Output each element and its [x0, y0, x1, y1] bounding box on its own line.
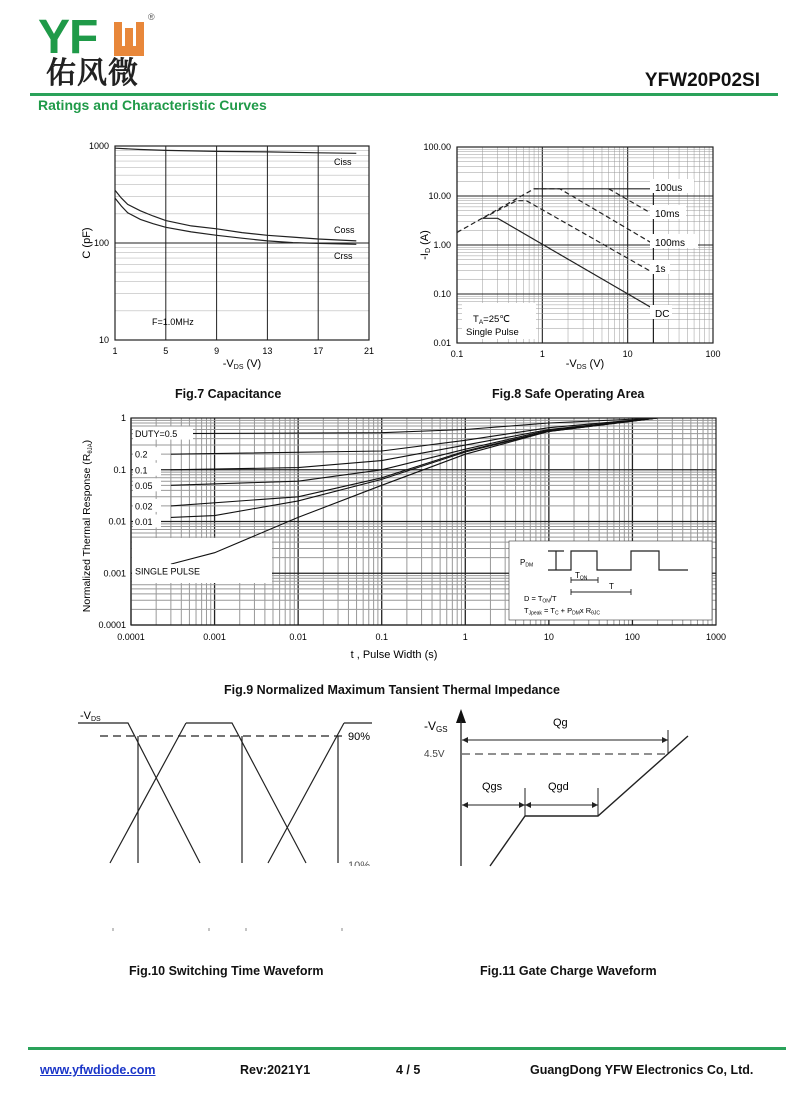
fig11-qgs-label: Qgs [482, 781, 503, 793]
fig8-label-10ms: 10ms [655, 209, 680, 220]
fig9-inset-duty-formula: $D = T_{ON}/T$ [524, 594, 557, 605]
fig8-caption: Fig.8 Safe Operating Area [492, 387, 645, 401]
series-label: 0.05 [135, 480, 153, 491]
series-line-crss [115, 198, 356, 244]
fig11-axis-arrow-icon [456, 709, 466, 723]
fig9-ylabel: Normalized Thermal Response (RθJA) [81, 439, 94, 613]
x-tick-label: 0.01 [289, 632, 307, 642]
y-tick-label: 100.00 [423, 142, 451, 152]
x-tick-label: 1 [539, 349, 545, 359]
fig7-label-coss: Coss [334, 225, 355, 235]
registered-mark: ® [148, 12, 155, 22]
part-number: YFW20P02SI [644, 70, 760, 91]
fig10-switching-waveform [72, 703, 392, 938]
series-line-coss [115, 190, 356, 241]
y-tick-label: 0.01 [433, 338, 451, 348]
fig10-vgs-waveform [110, 723, 344, 863]
fig7-caption: Fig.7 Capacitance [175, 387, 282, 401]
fig7-xlabel: -VDS (V) [222, 358, 262, 371]
fig11-qg-bracket [462, 730, 668, 754]
fig9-inset [509, 541, 712, 620]
fig10-90-label: 90% [348, 731, 371, 743]
series-line-ciss [115, 148, 356, 153]
company-name: GuangDong YFW Electronics Co, Ltd. [530, 1063, 754, 1077]
y-tick-label: 1000 [88, 141, 109, 151]
x-tick-label: 0.1 [450, 349, 464, 359]
x-tick-label: 10 [543, 632, 554, 642]
fig8-soa-chart [410, 135, 740, 375]
fig8-xlabel: -VDS (V) [565, 358, 605, 371]
header-rule [30, 93, 778, 96]
fig10-faded-region [72, 866, 392, 938]
x-tick-label: 0.1 [375, 632, 388, 642]
x-tick-label: 13 [262, 346, 273, 356]
y-tick-label: 100 [93, 238, 109, 248]
fig7-annotation: F=1.0MHz [152, 317, 194, 327]
fig8-annotation-temp: $T_A=25℃$ [473, 314, 510, 326]
x-tick-label: 0.001 [203, 632, 226, 642]
y-tick-label: 0.0001 [98, 620, 126, 630]
fig9-inset-pdm: PDM [520, 558, 534, 569]
logo-u-mark [112, 22, 146, 56]
fig9-inset-period: T [609, 582, 614, 591]
y-tick-label: 0.01 [108, 516, 126, 527]
series-label: SINGLE PULSE [135, 566, 201, 577]
fig9-xlabel: t , Pulse Width (s) [350, 649, 438, 661]
fig9-thermal-impedance-chart [76, 408, 736, 670]
x-tick-label: 17 [313, 346, 324, 356]
fig8-annotation-pulse: Single Pulse [466, 327, 519, 338]
y-tick-label: 0.1 [113, 464, 126, 475]
y-tick-label: 1.00 [433, 240, 451, 250]
fig8-ylabel: -ID (A) [419, 230, 432, 260]
fig8-label-1s: 1s [655, 264, 666, 275]
fig8-label-dc: DC [655, 309, 670, 320]
footer-rule [28, 1047, 786, 1050]
fig11-gate-voltage-curve [490, 736, 688, 866]
fig8-label-100us: 100us [655, 183, 683, 194]
logo-letters: YF [38, 11, 98, 64]
x-tick-label: 1 [462, 632, 468, 642]
x-tick-label: 1000 [705, 632, 727, 642]
fig11-qg-label: Qg [553, 717, 568, 729]
series-label: DUTY=0.5 [135, 429, 178, 440]
y-tick-label: 10.00 [428, 191, 451, 201]
fig7-ylabel: C (pF) [81, 227, 93, 259]
page-number: 4 / 5 [396, 1063, 421, 1077]
fig10-vds-waveform [78, 723, 372, 863]
y-tick-label: 1 [120, 413, 126, 423]
fig7-label-crss: Crss [334, 251, 353, 261]
website-link[interactable]: www.yfwdiode.com [40, 1063, 156, 1077]
x-tick-label: 100 [705, 349, 721, 359]
fig10-vds-label: -VDS [80, 710, 101, 723]
section-title: Ratings and Characteristic Curves [38, 97, 267, 113]
logo-chinese: 佑风微 [46, 56, 139, 91]
x-tick-label: 9 [214, 346, 220, 356]
fig11-caption: Fig.11 Gate Charge Waveform [480, 964, 657, 978]
fig9-inset-tj-formula: $T_{Jpeak} = T_C + P_{DM}x$ $R_{\theta JC}$ [524, 606, 601, 617]
fig7-capacitance-chart [60, 135, 390, 375]
fig8-label-100ms: 100ms [655, 238, 686, 249]
x-tick-label: 1 [112, 346, 118, 356]
fig9-caption: Fig.9 Normalized Maximum Tansient Thermal Impedance [224, 683, 560, 697]
fig9-inset-ton: TON [575, 571, 588, 582]
y-tick-label: 0.10 [433, 289, 451, 299]
fig11-level-label: 4.5V [424, 749, 445, 760]
series-label: 0.01 [135, 517, 153, 527]
fig11-gate-charge-waveform [410, 703, 730, 938]
series-label: 0.1 [135, 465, 148, 476]
x-tick-label: 5 [163, 346, 169, 356]
series-label: 0.2 [135, 449, 148, 460]
x-tick-label: 0.0001 [117, 632, 145, 642]
fig11-vgs-label: -VGS [424, 719, 448, 734]
fig11-qgd-label: Qgd [548, 781, 569, 793]
x-tick-label: 10 [622, 349, 633, 359]
fig7-label-ciss: Ciss [334, 157, 352, 167]
y-tick-label: 10 [98, 335, 109, 345]
series-label: 0.02 [135, 501, 153, 512]
y-tick-label: 0.001 [103, 568, 126, 579]
revision: Rev:2021Y1 [240, 1063, 311, 1077]
fig10-caption: Fig.10 Switching Time Waveform [129, 964, 324, 978]
x-tick-label: 21 [363, 346, 375, 356]
x-tick-label: 100 [624, 632, 640, 642]
